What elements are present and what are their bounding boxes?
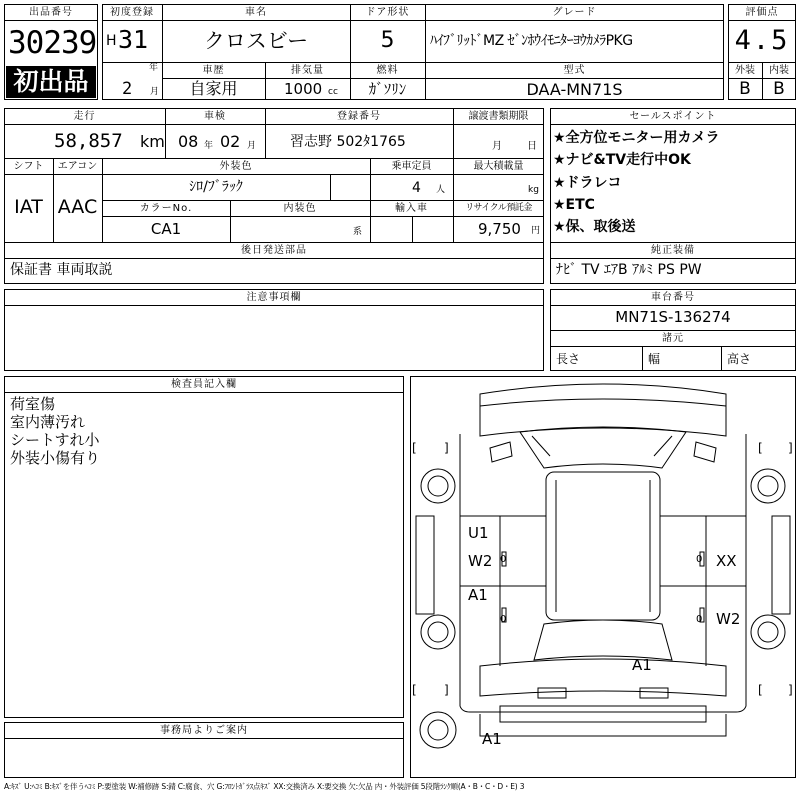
recycle-fee: 9,750 bbox=[478, 220, 521, 238]
mileage-label: 走行 bbox=[73, 111, 96, 122]
specs-label: 諸元 bbox=[662, 333, 684, 344]
transfer-day-unit: 日 bbox=[527, 141, 537, 152]
spec-height: 高さ bbox=[727, 352, 752, 366]
front-bumper bbox=[480, 384, 726, 406]
bracket: ] bbox=[788, 683, 793, 697]
model: DAA-MN71S bbox=[526, 80, 623, 99]
bracket: ] bbox=[788, 441, 793, 455]
spare-wheel bbox=[420, 712, 456, 748]
inspector-note: 室内薄汚れ bbox=[10, 413, 86, 431]
zero-mark: 0 bbox=[500, 554, 507, 565]
reg-era: H bbox=[106, 33, 117, 49]
recycle-unit: 円 bbox=[531, 226, 541, 236]
inspection-label: 車検 bbox=[204, 111, 226, 122]
shift-label: シフト bbox=[13, 161, 44, 172]
wheel-front-left bbox=[421, 469, 455, 503]
mileage: 58,857 bbox=[54, 130, 123, 152]
interior-unit: 系 bbox=[353, 227, 363, 237]
chassis-number: MN71S-136274 bbox=[615, 308, 731, 326]
bracket: ] bbox=[444, 441, 449, 455]
model-label: 型式 bbox=[563, 65, 586, 76]
shift: IAT bbox=[14, 196, 43, 218]
exterior-color: ｼﾛ/ﾌﾞﾗｯｸ bbox=[189, 179, 243, 195]
ac: AAC bbox=[57, 196, 98, 218]
score-label: 評価点 bbox=[745, 7, 779, 18]
spec-length: 長さ bbox=[556, 352, 581, 366]
zero-mark: 0 bbox=[696, 554, 703, 565]
left-mirror bbox=[490, 442, 512, 462]
rear-bumper bbox=[500, 706, 706, 722]
bracket: [ bbox=[412, 441, 417, 455]
damage-mark: A1 bbox=[632, 656, 652, 674]
damage-mark: U1 bbox=[468, 524, 489, 542]
reg-year: 31 bbox=[118, 25, 149, 54]
reg-month: 2 bbox=[122, 79, 133, 99]
int-label: 内装 bbox=[769, 65, 789, 76]
wheel-rear-right bbox=[751, 615, 785, 649]
zero-mark: 0 bbox=[500, 614, 507, 625]
transfer-month-unit: 月 bbox=[492, 141, 502, 152]
selling-point: ★保、取後送 bbox=[553, 219, 636, 235]
recycle-label: リサイクル預託金 bbox=[465, 203, 532, 213]
first-listing-badge: 初出品 bbox=[6, 66, 96, 98]
ac-label: エアコン bbox=[57, 161, 98, 172]
lot-number: 30239 bbox=[8, 25, 97, 61]
later-parts: 保証書 車両取説 bbox=[10, 262, 113, 278]
inspector-note: シートすれ小 bbox=[10, 431, 100, 449]
hood bbox=[480, 406, 726, 436]
reg-month-unit: 月 bbox=[150, 87, 160, 97]
spec-width: 幅 bbox=[648, 352, 661, 366]
genuine-equipment-label: 純正装備 bbox=[651, 245, 695, 256]
notes-label: 注意事項欄 bbox=[246, 292, 302, 303]
interior-color-label: 内装色 bbox=[283, 203, 317, 214]
mileage-unit: km bbox=[140, 132, 165, 151]
int-grade: B bbox=[773, 79, 785, 99]
genuine-equipment: ﾅﾋﾞ TV ｴｱB ｱﾙﾐ PS PW bbox=[556, 262, 702, 278]
bracket: [ bbox=[412, 683, 417, 697]
wheel-rear-left bbox=[421, 615, 455, 649]
inspection-month: 02 bbox=[220, 132, 241, 151]
vehicle-damage-diagram bbox=[410, 376, 796, 778]
exterior-color-label: 外装色 bbox=[219, 161, 253, 172]
reg-label: 初度登録 bbox=[110, 7, 154, 18]
door-label: ドア形状 bbox=[365, 7, 410, 18]
displacement-unit: cc bbox=[328, 87, 338, 97]
door-count: 5 bbox=[380, 28, 395, 53]
displacement: 1000 bbox=[284, 80, 323, 98]
chassis-label: 車台番号 bbox=[651, 292, 695, 303]
transfer-label: 譲渡書類期限 bbox=[468, 111, 529, 122]
car-name-label: 車名 bbox=[245, 7, 267, 18]
roof bbox=[546, 472, 660, 620]
trunk bbox=[480, 659, 726, 696]
inspection-month-unit: 月 bbox=[247, 141, 257, 151]
reg-year-unit: 年 bbox=[149, 63, 159, 73]
bracket: ] bbox=[444, 683, 449, 697]
plate-label: 登録番号 bbox=[337, 111, 381, 122]
damage-mark: W2 bbox=[716, 610, 741, 628]
office-label: 事務局よりご案内 bbox=[160, 725, 248, 736]
selling-point: ★ナビ&TV走行中OK bbox=[553, 152, 691, 168]
inspector-note: 外装小傷有り bbox=[10, 449, 101, 467]
inspector-note: 荷室傷 bbox=[10, 395, 56, 413]
capacity-unit: 人 bbox=[436, 185, 446, 195]
grade-label: グレード bbox=[552, 7, 597, 18]
damage-mark: A1 bbox=[482, 730, 502, 748]
color-no-label: カラーNo. bbox=[139, 203, 193, 214]
import-label: 輸入車 bbox=[395, 203, 428, 214]
car-name: クロスビー bbox=[203, 29, 309, 53]
damage-mark: W2 bbox=[468, 552, 493, 570]
ext-label: 外装 bbox=[735, 65, 755, 76]
wheel-front-right bbox=[751, 469, 785, 503]
history: 自家用 bbox=[189, 79, 238, 98]
load-label: 最大積載量 bbox=[473, 161, 524, 172]
capacity-label: 乗車定員 bbox=[391, 161, 432, 172]
selling-point: ★全方位モニター用カメラ bbox=[553, 130, 720, 146]
fuel: ｶﾞｿﾘﾝ bbox=[368, 80, 407, 98]
displacement-label: 排気量 bbox=[291, 65, 324, 76]
inspector-label: 検査員記入欄 bbox=[171, 379, 237, 390]
selling-point: ★ドラレコ bbox=[553, 175, 622, 191]
selling-points-label: セールスポイント bbox=[629, 111, 717, 122]
ext-grade: B bbox=[739, 79, 751, 99]
rear-gate bbox=[480, 714, 726, 736]
grade: ﾊｲﾌﾞﾘｯﾄﾞMZ ｾﾞﾝﾎｳｲﾓﾆﾀｰﾖｳｶﾒﾗPKG bbox=[430, 33, 633, 49]
legend: A:ｷｽﾞ U:ﾍｺﾐ B:ｷｽﾞを伴うﾍｺﾐ P:要塗装 W:補修跡 S:錆 C:腐食、穴 G:ﾌﾛﾝﾄｶﾞﾗｽ点ｷｽﾞ XX:交換済み X:要交換 欠:欠品 内・外装評価 5段階ﾗﾝｸ順(A・B・C・D・E) 3 bbox=[4, 782, 525, 791]
bracket: [ bbox=[758, 441, 763, 455]
capacity: 4 bbox=[412, 180, 421, 196]
zero-mark: 0 bbox=[696, 614, 703, 625]
fuel-label: 燃料 bbox=[376, 65, 399, 76]
inspection-year-unit: 年 bbox=[204, 141, 214, 151]
load-unit: kg bbox=[528, 185, 539, 195]
score: 4.5 bbox=[734, 25, 790, 56]
right-mirror bbox=[694, 442, 716, 462]
color-no: CA1 bbox=[150, 220, 182, 238]
rear-glass bbox=[534, 620, 672, 660]
selling-point: ★ETC bbox=[553, 197, 595, 213]
plate-number: 習志野 502ﾀ1765 bbox=[290, 134, 406, 150]
later-parts-label: 後日発送部品 bbox=[241, 245, 307, 256]
inspection-year: 08 bbox=[178, 132, 199, 151]
damage-mark: XX bbox=[716, 552, 737, 570]
damage-mark: A1 bbox=[468, 586, 488, 604]
lot-label: 出品番号 bbox=[29, 7, 73, 18]
body-outline bbox=[460, 434, 746, 712]
history-label: 車歴 bbox=[202, 65, 225, 76]
bracket: [ bbox=[758, 683, 763, 697]
